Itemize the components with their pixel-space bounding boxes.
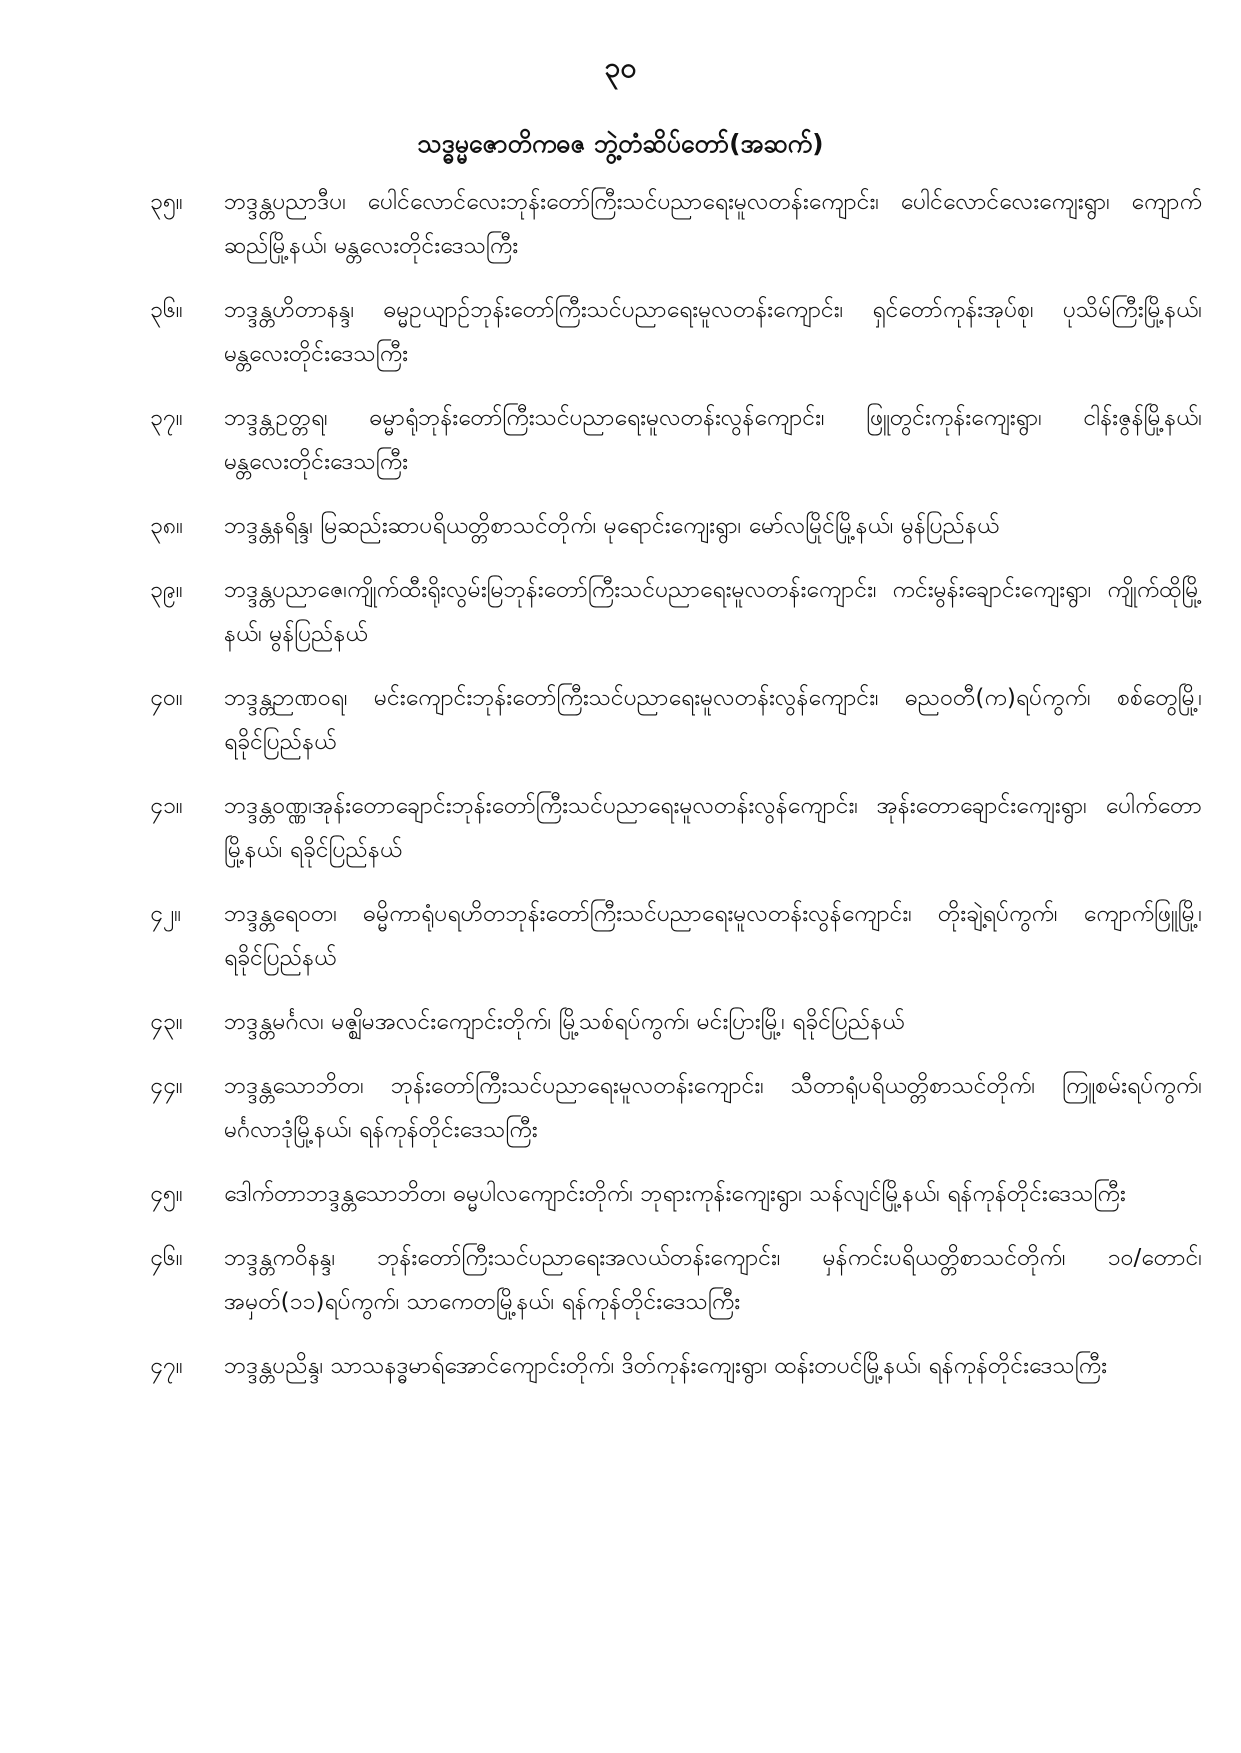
list-item (150, 1344, 1202, 1388)
list-item (150, 784, 1202, 872)
list-item (150, 1172, 1202, 1216)
page-number: ၃၀ (604, 51, 637, 84)
entry-number: ၄၅။ (150, 1181, 183, 1207)
entry-text: ဘဒ္ဒန္တရေဝတ၊ ဓမ္မိကာရုံပရဟိတဘုန်းတော်ကြီးသင်ပညာရေးမူလတန်းလွန်ကျောင်း၊ တိုးချဲ့ရပ်ကွက်၊ ကျောက်ဖြူမြို့၊ ရခိုင်ပြည်နယ် (224, 901, 1202, 971)
list-item (150, 1236, 1202, 1324)
entry-number: ၄၄။ (150, 1073, 183, 1099)
entry-number: ၄၂။ (150, 901, 182, 927)
list-item (150, 180, 1202, 268)
entry-text: ဘဒ္ဒန္တပညာဒီပ၊ ပေါင်လောင်လေးဘုန်းတော်ကြီးသင်ပညာရေးမူလတန်းကျောင်း၊ ပေါင်လောင်လေးကျေးရွာ၊ ကျောက်ဆည်မြို့နယ်၊ မန္တလေးတိုင်းဒေသကြီး (224, 189, 1202, 259)
entry-number: ၄၆။ (150, 1245, 183, 1271)
entry-number: ၄၀။ (150, 685, 183, 711)
entry-text: ဘဒ္ဒန္တမင်္ဂလ၊ မဇ္ဈိမအလင်းကျောင်းတိုက်၊ မြို့သစ်ရပ်ကွက်၊ မင်းပြားမြို့၊ ရခိုင်ပြည်နယ် (224, 1009, 905, 1035)
list-item (150, 288, 1202, 376)
entry-number: ၄၁။ (150, 793, 183, 819)
entry-text: ဒေါက်တာဘဒ္ဒန္တသောဘိတ၊ ဓမ္မပါလကျောင်းတိုက်၊ ဘုရားကုန်းကျေးရွာ၊ သန်လျင်မြို့နယ်၊ ရန်ကုန်တိုင်းဒေသကြီး (224, 1181, 1126, 1207)
entry-text: ဘဒ္ဒန္တနရိန္ဒ၊ မြဆည်းဆာပရိယတ္တိစာသင်တိုက်၊ မုရောင်းကျေးရွာ၊ မော်လမြိုင်မြို့နယ်၊ မွန်ပြည်နယ် (224, 513, 1000, 539)
list-item (150, 396, 1202, 484)
entry-text: ဘဒ္ဒန္တဥတ္တရ၊ ဓမ္မာရုံဘုန်းတော်ကြီးသင်ပညာရေးမူလတန်းလွန်ကျောင်း၊ ဖြူတွင်းကုန်းကျေးရွာ၊ ငါန်းဇွန်မြို့နယ်၊ မန္တလေးတိုင်းဒေသကြီး (224, 405, 1202, 475)
entry-number: ၃၈။ (150, 513, 184, 539)
list-item (150, 1000, 1202, 1044)
list-item (150, 504, 1202, 548)
entry-number: ၃၅။ (150, 189, 183, 215)
entry-text: ဘဒ္ဒန္တဝဏ္ဏ၊အုန်းတောချောင်းဘုန်းတော်ကြီးသင်ပညာရေးမူလတန်းလွန်ကျောင်း၊ အုန်းတောချောင်းကျေးရွာ၊ ပေါက်တောမြို့နယ်၊ ရခိုင်ပြည်နယ် (224, 793, 1202, 863)
entry-text: ဘဒ္ဒန္တပညိန္ဒ၊ သာသနဒ္ဓမာရ်အောင်ကျောင်းတိုက်၊ ဒိတ်ကုန်းကျေးရွာ၊ ထန်းတပင်မြို့နယ်၊ ရန်ကုန်တိုင်းဒေသကြီး (224, 1353, 1107, 1379)
list-item (150, 676, 1202, 764)
entry-number: ၄၃။ (150, 1009, 183, 1035)
page-title: သဒ္ဓမ္မဇောတိကဓဇ ဘွဲ့တံဆိပ်တော်(အဆက်) (417, 129, 824, 158)
award-recipient-list (150, 180, 1202, 1408)
entry-text: ဘဒ္ဒန္တပညာဇေ၊ကျိုက်ထီးရိုးလွမ်းမြဘုန်းတော်ကြီးသင်ပညာရေးမူလတန်းကျောင်း၊ ကင်းမွန်းချောင်းကျေးရွာ၊ ကျိုက်ထိုမြို့နယ်၊ မွန်ပြည်နယ် (224, 577, 1202, 647)
list-item (150, 1064, 1202, 1152)
entry-text: ဘဒ္ဒန္တဉာဏဝရ၊ မင်းကျောင်းဘုန်းတော်ကြီးသင်ပညာရေးမူလတန်းလွန်ကျောင်း၊ ဓညဝတီ(က)ရပ်ကွက်၊ စစ်တွေမြို့၊ ရခိုင်ပြည်နယ် (224, 685, 1202, 755)
entry-text: ဘဒ္ဒန္တကဝိနန္ဒ၊ ဘုန်းတော်ကြီးသင်ပညာရေးအလယ်တန်းကျောင်း၊ မှန်ကင်းပရိယတ္တိစာသင်တိုက်၊ ၁၀/တောင်၊ အမှတ်(၁၁)ရပ်ကွက်၊ သာကေတမြို့နယ်၊ ရန်ကုန်တိုင်းဒေသကြီး (224, 1245, 1202, 1315)
entry-number: ၃၉။ (150, 577, 183, 603)
list-item (150, 568, 1202, 656)
entry-text: ဘဒ္ဒန္တသောဘိတ၊ ဘုန်းတော်ကြီးသင်ပညာရေးမူလတန်းကျောင်း၊ သီတာရုံပရိယတ္တိစာသင်တိုက်၊ ကြူစမ်းရပ်ကွက်၊ မင်္ဂလာဒုံမြို့နယ်၊ ရန်ကုန်တိုင်းဒေသကြီး (224, 1073, 1202, 1143)
entry-number: ၃၇။ (150, 405, 183, 431)
entry-number: ၄၇။ (150, 1353, 183, 1379)
entry-text: ဘဒ္ဒန္တဟိတာနန္ဒ၊ ဓမ္မဥယျာဉ်ဘုန်းတော်ကြီးသင်ပညာရေးမူလတန်းကျောင်း၊ ရှင်တော်ကုန်းအုပ်စု၊ ပုသိမ်ကြီးမြို့နယ်၊ မန္တလေးတိုင်းဒေသကြီး (224, 297, 1202, 367)
list-item (150, 892, 1202, 980)
entry-number: ၃၆။ (150, 297, 183, 323)
